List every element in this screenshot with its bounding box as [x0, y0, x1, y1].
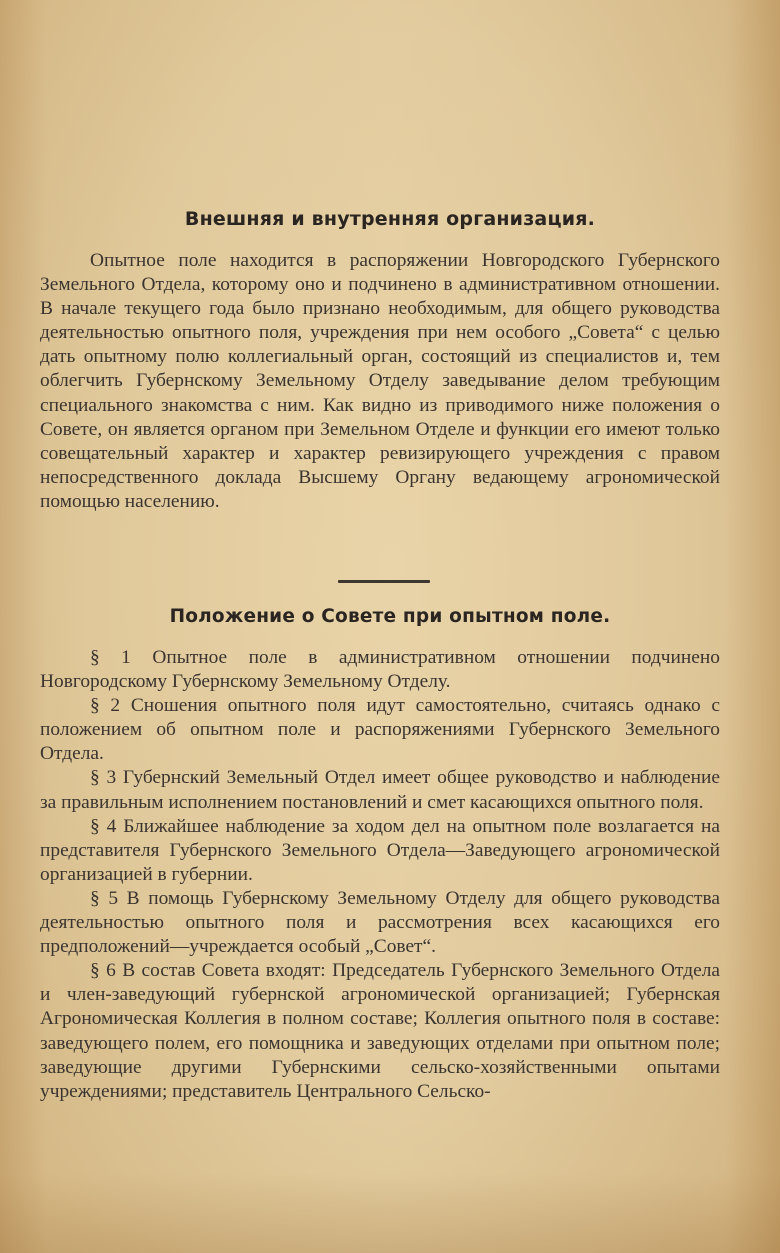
regulation-section-4: § 4 Ближайшее наблюдение за ходом дел на опытном поле возлагается на представителя Губернского Земельного Отдела—Заведующего агрономической организацией в губернии. [40, 815, 720, 885]
section-divider [338, 580, 430, 583]
regulation-section-5: § 5 В помощь Губернскому Земельному Отделу для общего руководства деятельностью опытного поля и рассмотрения всех касающихся его предположений—учреждается особый „Совет“. [40, 887, 720, 958]
organization-paragraph: Опытное поле находится в распоряжении Новгородского Губернского Земельного Отдела, которому оно и подчинено в административном отношении. В начале текущего года было признано необходимым, для общего руководства деятельностью опытного поля, учреждения при нем особого „Совета“ с целью дать опытному полю коллегиальный орган, состоящий из специалистов и, тем облегчить Губернскому Земельному Отделу заведывание делом требующим специального знакомства с ним. Как видно из приводимого ниже положения о Совете, он является органом при Земельном Отделе и функции его имеют только совещательный характер и характер ревизирующего учреждения с правом непосредственного доклада Высшему Органу ведающему агрономической помощью населению. [40, 250, 720, 512]
regulation-section-1: § 1 Опытное поле в административном отношении подчинено Новгородскому Губернскому Земельному Отделу. [40, 647, 720, 693]
section-heading-council-regulation: Положение о Совете при опытном поле. [169, 606, 611, 627]
regulation-section-3: § 3 Губернский Земельный Отдел имеет общее руководство и наблюдение за правильным исполнением постановлений и смет касающихся опытного поля. [40, 767, 720, 813]
regulation-sections [40, 646, 720, 1104]
regulation-section-2: § 2 Сношения опытного поля идут самостоятельно, считаясь однако с положением об опытном поле и распоряжениями Губернского Земельного Отдела. [40, 695, 720, 765]
regulation-section-6: § 6 В состав Совета входят: Председатель Губернского Земельного Отдела и член-заведующий губернской агрономической организацией; Губернская Агрономическая Коллегия в полном составе; Коллегия опытного поля в составе: заведующего полем, его помощника и заведующих отделами при опытном поле; заведующие другими Губернскими сельско-хозяйственными опытами учреждениями; представитель Центрального Сельско- [40, 960, 720, 1102]
section-heading-organization: Внешняя и внутренняя организация. [184, 208, 596, 230]
